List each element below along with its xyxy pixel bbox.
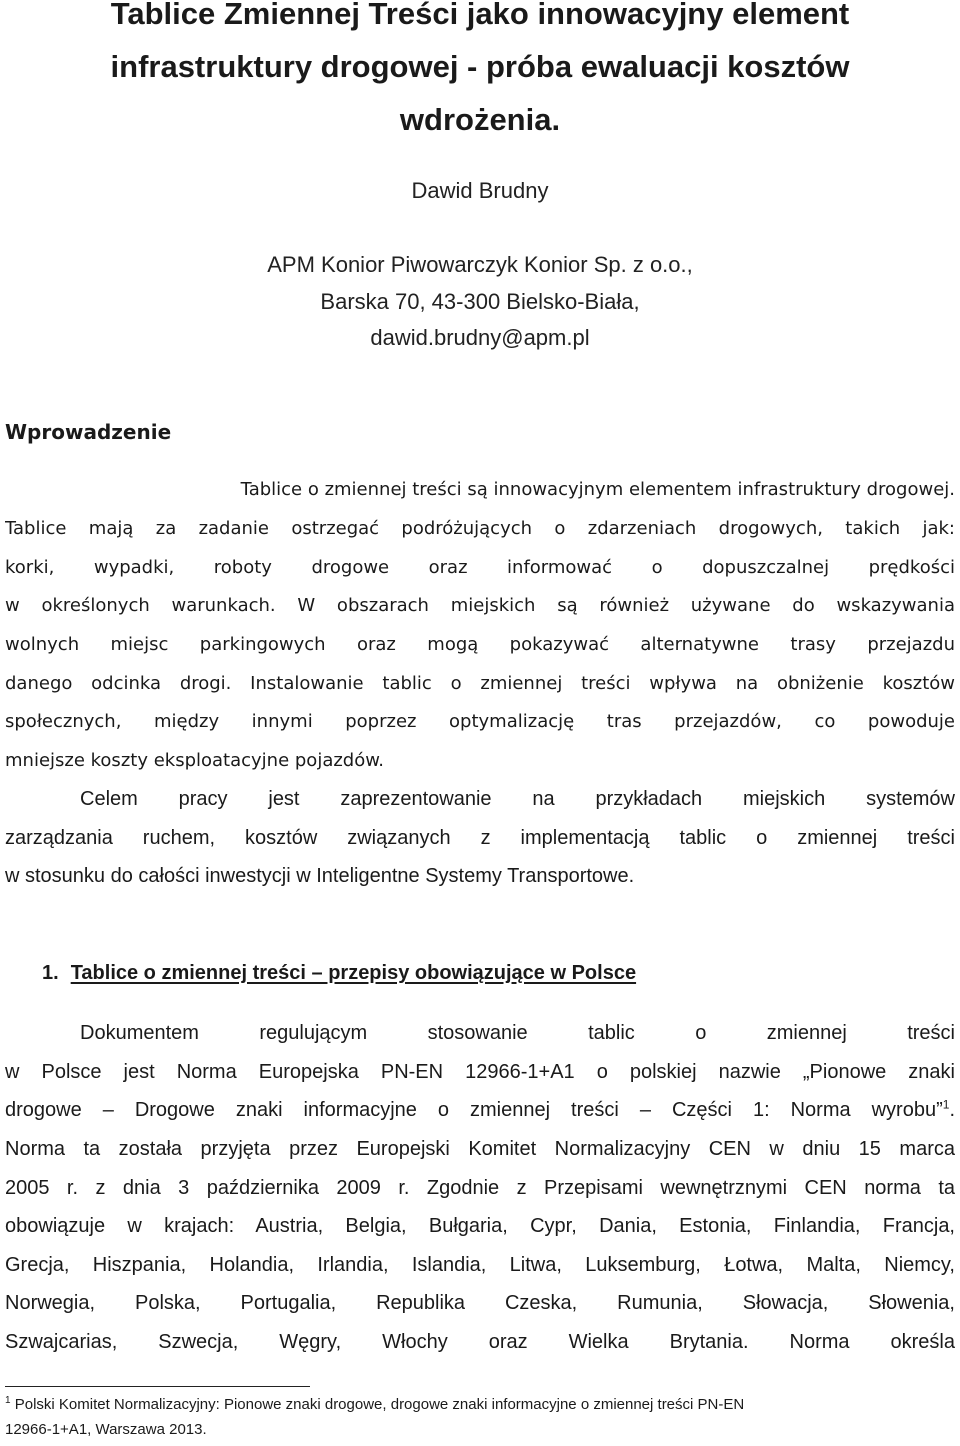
section-1-line-1: Dokumentem regulującym stosowanie tablic o zmiennej treści	[80, 1022, 955, 1044]
section-1-line-4: Norma ta została przyjęta przez Europejski Komitet Normalizacyjny CEN w dniu 15 marca	[5, 1138, 955, 1160]
intro-line-10: zarządzania ruchem, kosztów związanych z implementacją tablic o zmiennej treści	[5, 827, 955, 849]
section-1-line-3	[5, 1095, 955, 1125]
section-1-number: 1.	[42, 962, 59, 984]
section-1-line-3-tail: .	[949, 1099, 955, 1121]
footnote-number: 1	[5, 1395, 11, 1406]
intro-line-4: w określonych warunkach. W obszarach miejskich są również używane do wskazywania	[5, 595, 955, 616]
section-1-line-9: Szwajcarias, Szwecja, Węgry, Włochy oraz Wielka Brytania. Norma określa	[5, 1331, 955, 1353]
footnote-1-line-1	[5, 1394, 960, 1416]
intro-line-2: Tablice mają za zadanie ostrzegać podróżujących o zdarzeniach drogowych, takich jak:	[5, 518, 955, 539]
author-name: Dawid Brudny	[411, 178, 549, 203]
intro-line-6: danego odcinka drogi. Instalowanie tablic o zmiennej treści wpływa na obniżenie kosztów	[5, 673, 955, 694]
section-1-heading	[42, 958, 636, 988]
intro-line-11: w stosunku do całości inwestycji w Inteligentne Systemy Transportowe.	[5, 865, 635, 887]
footnote-1-line-2: 12966-1+A1, Warszawa 2013.	[5, 1421, 207, 1438]
footnote-ref-1[interactable]: 1	[942, 1097, 950, 1112]
paper-title-line-2: infrastruktury drogowej - próba ewaluacji kosztów	[110, 49, 850, 84]
paper-title-line-3: wdrożenia.	[399, 102, 561, 137]
footnote-separator	[5, 1386, 310, 1387]
intro-heading: Wprowadzenie	[5, 420, 172, 444]
section-1-line-5: 2005 r. z dnia 3 października 2009 r. Zgodnie z Przepisami wewnętrznymi CEN norma ta	[5, 1177, 955, 1199]
intro-line-5: wolnych miejsc parkingowych oraz mogą pokazywać alternatywne trasy przejazdu	[5, 634, 955, 655]
author-address: Barska 70, 43-300 Bielsko-Biała,	[320, 289, 640, 314]
section-1-title: Tablice o zmiennej treści – przepisy obowiązujące w Polsce	[70, 962, 637, 984]
section-1-line-3-text: drogowe – Drogowe znaki informacyjne o zmiennej treści – Części 1: Norma wyrobu”	[5, 1099, 943, 1121]
paper-title-line-1: Tablice Zmiennej Treści jako innowacyjny element	[110, 0, 850, 31]
author-email[interactable]: dawid.brudny@apm.pl	[370, 325, 590, 350]
intro-line-7: społecznych, między innymi poprzez optymalizację tras przejazdów, co powoduje	[5, 711, 955, 732]
intro-line-9: Celem pracy jest zaprezentowanie na przykładach miejskich systemów	[80, 788, 955, 810]
author-affiliation: APM Konior Piwowarczyk Konior Sp. z o.o.,	[267, 252, 693, 277]
section-1-line-7: Grecja, Hiszpania, Holandia, Irlandia, Islandia, Litwa, Luksemburg, Łotwa, Malta, Niemcy,	[5, 1254, 955, 1276]
section-1-line-6: obowiązuje w krajach: Austria, Belgia, Bułgaria, Cypr, Dania, Estonia, Finlandia, Francja,	[5, 1215, 955, 1237]
intro-line-8: mniejsze koszty eksploatacyjne pojazdów.	[5, 750, 385, 771]
section-1-line-2: w Polsce jest Norma Europejska PN-EN 12966-1+A1 o polskiej nazwie „Pionowe znaki	[5, 1061, 955, 1083]
intro-line-1: Tablice o zmiennej treści są innowacyjnym elementem infrastruktury drogowej.	[240, 479, 955, 500]
section-1-line-8: Norwegia, Polska, Portugalia, Republika Czeska, Rumunia, Słowacja, Słowenia,	[5, 1292, 955, 1314]
footnote-1-text: Polski Komitet Normalizacyjny: Pionowe znaki drogowe, drogowe znaki informacyjne o zmiennej treści PN-EN	[14, 1396, 745, 1413]
intro-line-3: korki, wypadki, roboty drogowe oraz informować o dopuszczalnej prędkości	[5, 557, 955, 578]
